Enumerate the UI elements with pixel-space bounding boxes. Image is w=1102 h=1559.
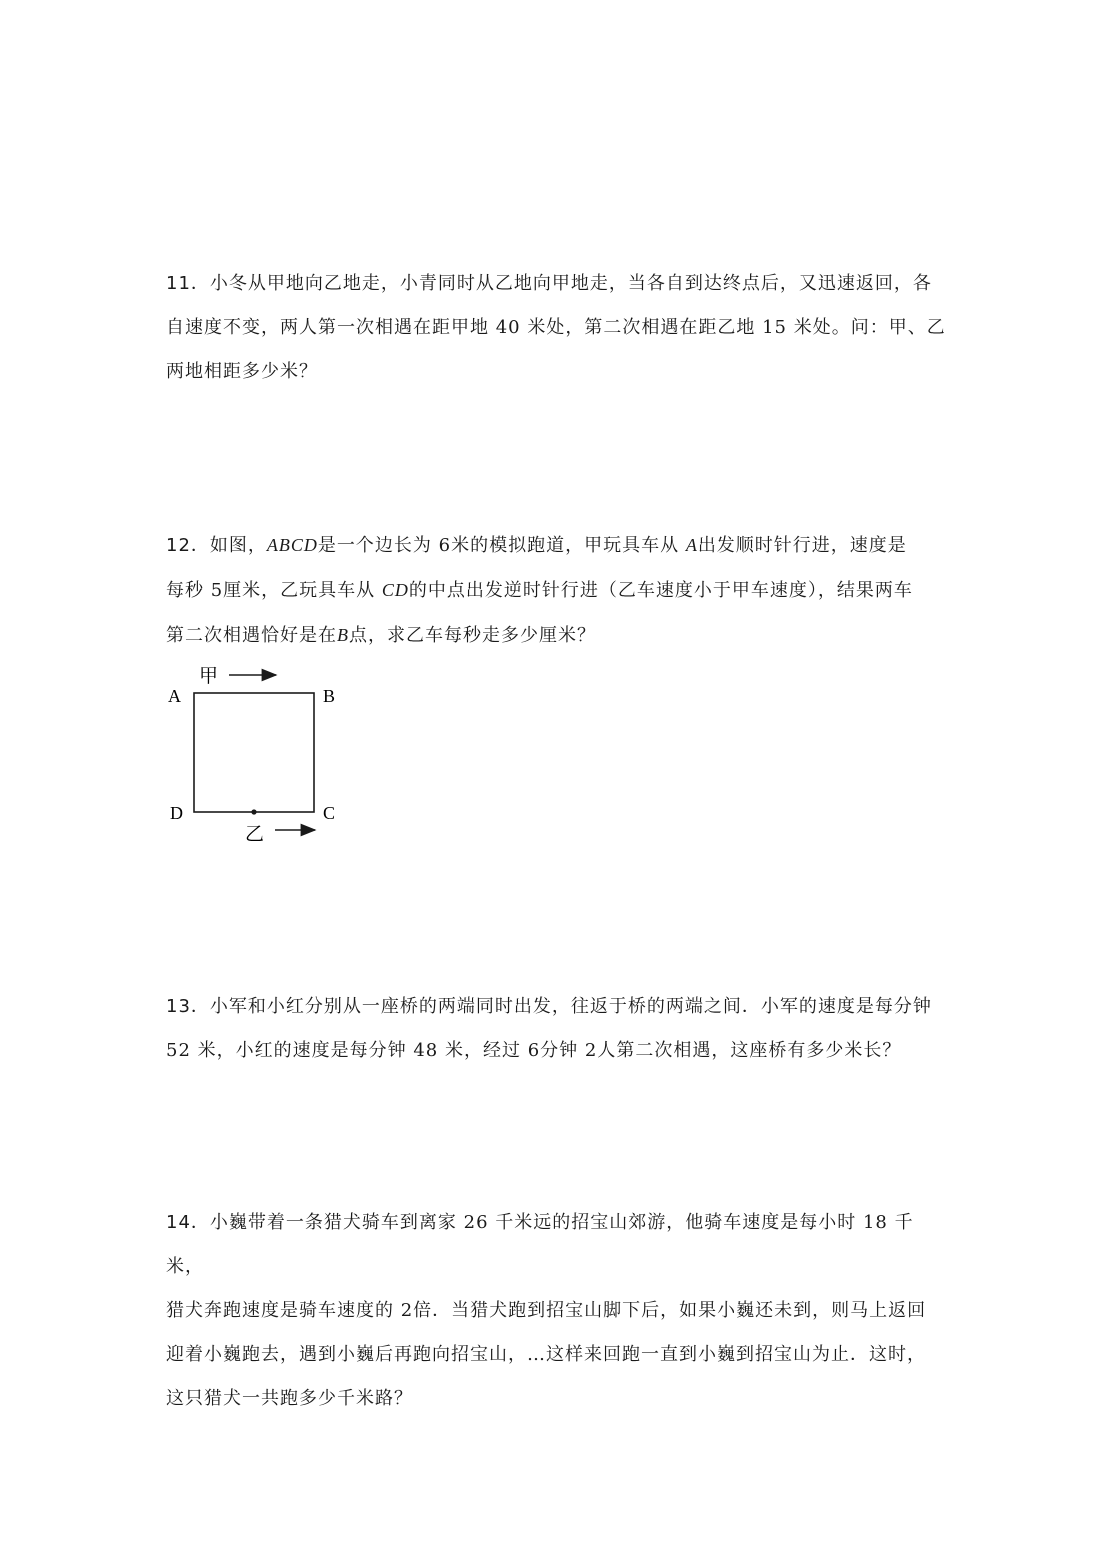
problem-11-number: 11． bbox=[166, 273, 210, 294]
problem-14-text-1: 小巍带着一条猎犬骑车到离家 26 千米远的招宝山郊游，他骑车速度是每小时 18 千米， bbox=[166, 1212, 914, 1277]
problem-12-text-f: 每秒 5厘米，乙玩具车从 bbox=[166, 580, 382, 601]
problem-13-line-2: 52 米，小红的速度是每分钟 48 米，经过 6分钟 2人第二次相遇，这座桥有多少米长？ bbox=[166, 1040, 902, 1061]
problem-14-line-3: 迎着小巍跑去，遇到小巍后再跑向招宝山，…这样来回跑一直到小巍到招宝山为止．这时， bbox=[166, 1344, 926, 1365]
problem-12-text-a-point: A bbox=[685, 535, 698, 555]
problem-14-number: 14． bbox=[166, 1212, 210, 1233]
problem-12-text-b-point: B bbox=[337, 625, 349, 645]
problem-13-text-1: 小军和小红分别从一座桥的两端同时出发，往返于桥的两端之间．小军的速度是每分钟 bbox=[209, 996, 932, 1017]
problem-12-text-c: 是一个边长为 6米的模拟跑道，甲玩具车从 bbox=[317, 535, 686, 556]
square-track bbox=[194, 693, 314, 812]
problem-12-text-abcd: ABCD bbox=[266, 535, 318, 555]
problem-11-text-1: 小冬从甲地向乙地走，小青同时从乙地向甲地走，当各自到达终点后，又迅速返回，各 bbox=[209, 273, 932, 294]
cd-midpoint-dot bbox=[251, 809, 256, 814]
car-yi-label: 乙 bbox=[245, 824, 265, 845]
problem-14-line-1 bbox=[166, 1201, 946, 1289]
problem-12-number: 12． bbox=[166, 535, 210, 556]
car-jia-label: 甲 bbox=[199, 666, 219, 687]
vertex-d-label: D bbox=[170, 803, 183, 823]
problem-11-line-1 bbox=[166, 262, 946, 306]
problem-12-line-3 bbox=[166, 613, 946, 658]
problem-12-line-2 bbox=[166, 568, 946, 613]
track-diagram bbox=[160, 660, 360, 850]
problem-12-text-h: 的中点出发逆时针行进（乙车速度小于甲车速度），结果两车 bbox=[408, 580, 913, 601]
problem-12-text-cd: CD bbox=[381, 580, 409, 600]
vertex-a-label: A bbox=[168, 686, 181, 706]
problem-14 bbox=[166, 1201, 946, 1421]
problem-13 bbox=[166, 985, 946, 1073]
problem-11-line-3: 两地相距多少米？ bbox=[166, 361, 318, 382]
problem-12-text-i: 第二次相遇恰好是在 bbox=[166, 625, 337, 646]
problem-11 bbox=[166, 262, 946, 394]
problem-13-line-1 bbox=[166, 985, 946, 1029]
problem-11-line-2: 自速度不变，两人第一次相遇在距甲地 40 米处，第二次相遇在距乙地 15 米处。问：甲、乙 bbox=[166, 317, 946, 338]
vertex-b-label: B bbox=[323, 686, 336, 706]
problem-14-line-4: 这只猎犬一共跑多少千米路？ bbox=[166, 1388, 413, 1409]
problem-13-number: 13． bbox=[166, 996, 210, 1017]
problem-12-text-k: 点，求乙车每秒走多少厘米？ bbox=[349, 625, 596, 646]
problem-12-text-e: 出发顺时针行进，速度是 bbox=[697, 535, 907, 556]
problem-12 bbox=[166, 523, 946, 658]
problem-12-text-a: 如图， bbox=[209, 535, 267, 556]
problem-14-line-2: 猎犬奔跑速度是骑车速度的 2倍．当猎犬跑到招宝山脚下后，如果小巍还未到，则马上返回 bbox=[166, 1300, 927, 1321]
problem-12-line-1 bbox=[166, 523, 946, 568]
vertex-c-label: C bbox=[323, 803, 336, 823]
